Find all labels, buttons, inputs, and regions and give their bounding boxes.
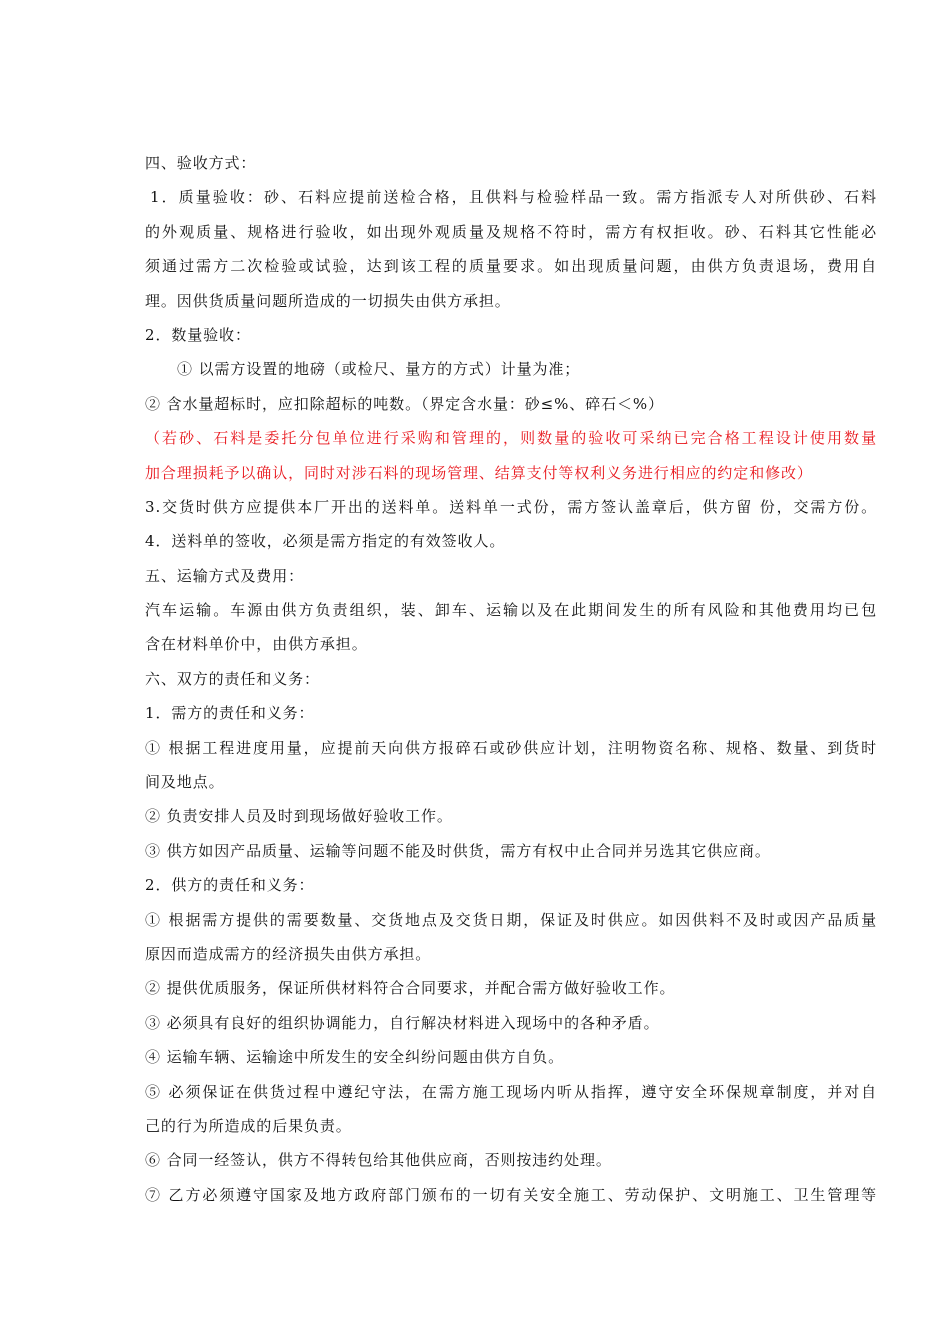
section-heading: 五、运输方式及费用：	[145, 566, 305, 585]
list-item: ② 含水量超标时，应扣除超标的吨数。（界定含水量：砂≤%、碎石＜%）	[145, 394, 664, 413]
document-body	[145, 146, 877, 1212]
list-item: ① 根据需方提供的需要数量、交货地点及交货日期，保证及时供应。如因供料不及时或因产品质量	[145, 910, 877, 929]
paragraph-line: 3.交货时供方应提供本厂开出的送料单。送料单一式份，需方签认盖章后，供方留 份，交需方份。	[145, 497, 877, 516]
list-item: 间及地点。	[145, 773, 225, 792]
paragraph-line: 4．送料单的签收，必须是需方指定的有效签收人。	[145, 532, 506, 551]
section-heading: 四、验收方式：	[145, 154, 257, 172]
list-item: 己的行为所造成的后果负责。	[145, 1116, 352, 1135]
list-item: ⑤ 必须保证在供货过程中遵纪守法，在需方施工现场内听从指挥，遵守安全环保规章制度，并对自	[145, 1082, 877, 1101]
paragraph-line: 理。因供货质量问题所造成的一切损失由供方承担。	[145, 291, 511, 310]
list-item: ④ 运输车辆、运输途中所发生的安全纠纷问题由供方自负。	[145, 1048, 565, 1067]
list-item: ① 根据工程进度用量，应提前天向供方报碎石或砂供应计划，注明物资名称、规格、数量、到货时	[145, 738, 877, 757]
list-item: ② 提供优质服务，保证所供材料符合合同要求，并配合需方做好验收工作。	[145, 979, 676, 998]
paragraph-line: 含在材料单价中，由供方承担。	[145, 635, 368, 654]
list-item: ① 以需方设置的地磅（或检尺、量方的方式）计量为准；	[177, 360, 581, 379]
subsection-heading: 2．供方的责任和义务：	[145, 876, 315, 895]
paragraph-line: 1．质量验收：砂、石料应提前送检合格，且供料与检验样品一致。需方指派专人对所供砂、石料	[150, 188, 877, 207]
list-item: ⑦ 乙方必须遵守国家及地方政府部门颁布的一切有关安全施工、劳动保护、文明施工、卫生管理等	[145, 1185, 877, 1204]
subsection-heading: 2．数量验收：	[145, 325, 251, 344]
note-line: 加合理损耗予以确认，同时对涉石料的现场管理、结算支付等权利义务进行相应的约定和修改）	[145, 463, 813, 482]
list-item: ③ 必须具有良好的组织协调能力，自行解决材料进入现场中的各种矛盾。	[145, 1013, 660, 1032]
list-item: ⑥ 合同一经签认，供方不得转包给其他供应商，否则按违约处理。	[145, 1151, 612, 1170]
list-item: ② 负责安排人员及时到现场做好验收工作。	[145, 807, 453, 826]
list-item: 原因而造成需方的经济损失由供方承担。	[145, 944, 432, 963]
note-line: （若砂、石料是委托分包单位进行采购和管理的，则数量的验收可采纳已完合格工程设计使用数量	[145, 429, 877, 448]
paragraph-line: 须通过需方二次检验或试验，达到该工程的质量要求。如出现质量问题，由供方负责退场，费用自	[145, 257, 877, 276]
list-item: ③ 供方如因产品质量、运输等问题不能及时供货，需方有权中止合同并另选其它供应商。	[145, 841, 771, 860]
paragraph-line: 的外观质量、规格进行验收，如出现外观质量及规格不符时，需方有权拒收。砂、石料其它性能必	[145, 222, 877, 241]
subsection-heading: 1．需方的责任和义务：	[145, 704, 315, 723]
paragraph-line: 汽车运输。车源由供方负责组织，装、卸车、运输以及在此期间发生的所有风险和其他费用均已包	[145, 601, 877, 620]
section-heading: 六、双方的责任和义务：	[145, 669, 320, 688]
